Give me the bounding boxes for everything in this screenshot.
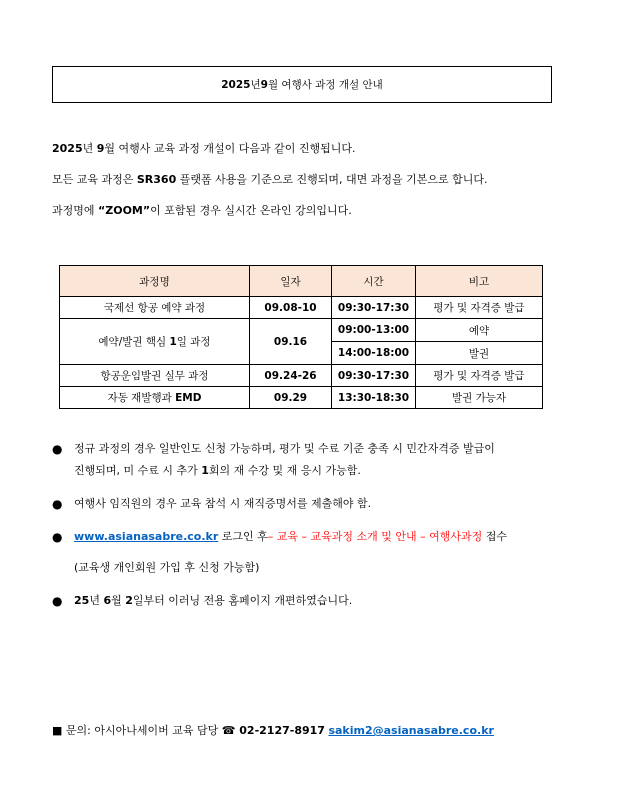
table-row [60, 387, 543, 409]
phone-icon: ☎ [221, 724, 240, 737]
bullet-icon: ● [52, 594, 63, 608]
course-date: 09.08-10 [250, 297, 332, 319]
header-course-name: 과정명 [60, 266, 250, 297]
bullet-icon: ● [52, 442, 63, 456]
bullet-icon: ● [52, 497, 63, 511]
course-name: 항공운임발권 실무 과정 [60, 365, 250, 387]
notice-list [52, 438, 572, 623]
list-item: ● www.asianasabre.co.kr 로그인 후– 교육 – 교육과정 소개 및 안내 – 여행사과정 접수 (교육생 개인회원 가입 후 신청 가능함) [52, 526, 572, 579]
course-note: 발권 [416, 342, 543, 365]
intro-line-3: 과정명에 “ZOOM”이 포함된 경우 실시간 온라인 강의입니다. [52, 204, 352, 217]
table-row [60, 319, 543, 342]
intro-line-2: 모든 교육 과정은 SR360 플랫폼 사용을 기준으로 진행되며, 대면 과정을 기본으로 합니다. [52, 173, 488, 186]
course-note: 평가 및 자격증 발급 [416, 365, 543, 387]
course-name: 예약/발권 핵심 1일 과정 [60, 319, 250, 365]
course-time: 09:30-17:30 [332, 365, 416, 387]
contact-email-link[interactable]: sakim2@asianasabre.co.kr [328, 724, 494, 737]
course-note: 발권 가능자 [416, 387, 543, 409]
header-date: 일자 [250, 266, 332, 297]
course-time: 13:30-18:30 [332, 387, 416, 409]
course-date: 09.24-26 [250, 365, 332, 387]
website-link[interactable]: www.asianasabre.co.kr [74, 530, 219, 543]
table-row [60, 365, 543, 387]
contact-footer: ■ 문의: 아시아나세이버 교육 담당 ☎ 02-2127-8917 sakim2@asianasabre.co.kr [52, 724, 494, 737]
document-title: 2025 년 9 월 여행사 과정 개설 안내 [52, 66, 552, 103]
contact-phone: 02-2127-8917 [239, 724, 325, 737]
course-time: 09:00-13:00 [332, 319, 416, 342]
course-date: 09.29 [250, 387, 332, 409]
course-note: 평가 및 자격증 발급 [416, 297, 543, 319]
intro-line-1: 2025년 9월 여행사 교육 과정 개설이 다음과 같이 진행됩니다. [52, 142, 356, 155]
square-bullet-icon: ■ [52, 724, 66, 737]
list-item: ● 여행사 임직원의 경우 교육 참석 시 재직증명서를 제출해야 함. [52, 493, 572, 515]
table-row [60, 297, 543, 319]
bullet-icon: ● [52, 530, 63, 544]
schedule-table [59, 265, 543, 409]
list-item: ● 25년 6월 2일부터 이러닝 전용 홈페이지 개편하였습니다. [52, 590, 572, 612]
table-header-row [60, 266, 543, 297]
course-name: 국제선 항공 예약 과정 [60, 297, 250, 319]
course-date: 09.16 [250, 319, 332, 365]
course-time: 09:30-17:30 [332, 297, 416, 319]
course-time: 14:00-18:00 [332, 342, 416, 365]
course-note: 예약 [416, 319, 543, 342]
menu-path: – 교육 – 교육과정 소개 및 안내 – 여행사과정 [267, 530, 483, 543]
list-item: ● 정규 과정의 경우 일반인도 신청 가능하며, 평가 및 수료 기준 충족 시 민간자격증 발급이 진행되며, 미 수료 시 추가 1회의 재 수강 및 재 응시 가능함. [52, 438, 572, 482]
header-time: 시간 [332, 266, 416, 297]
course-name: 자동 재발행과 EMD [60, 387, 250, 409]
header-note: 비고 [416, 266, 543, 297]
